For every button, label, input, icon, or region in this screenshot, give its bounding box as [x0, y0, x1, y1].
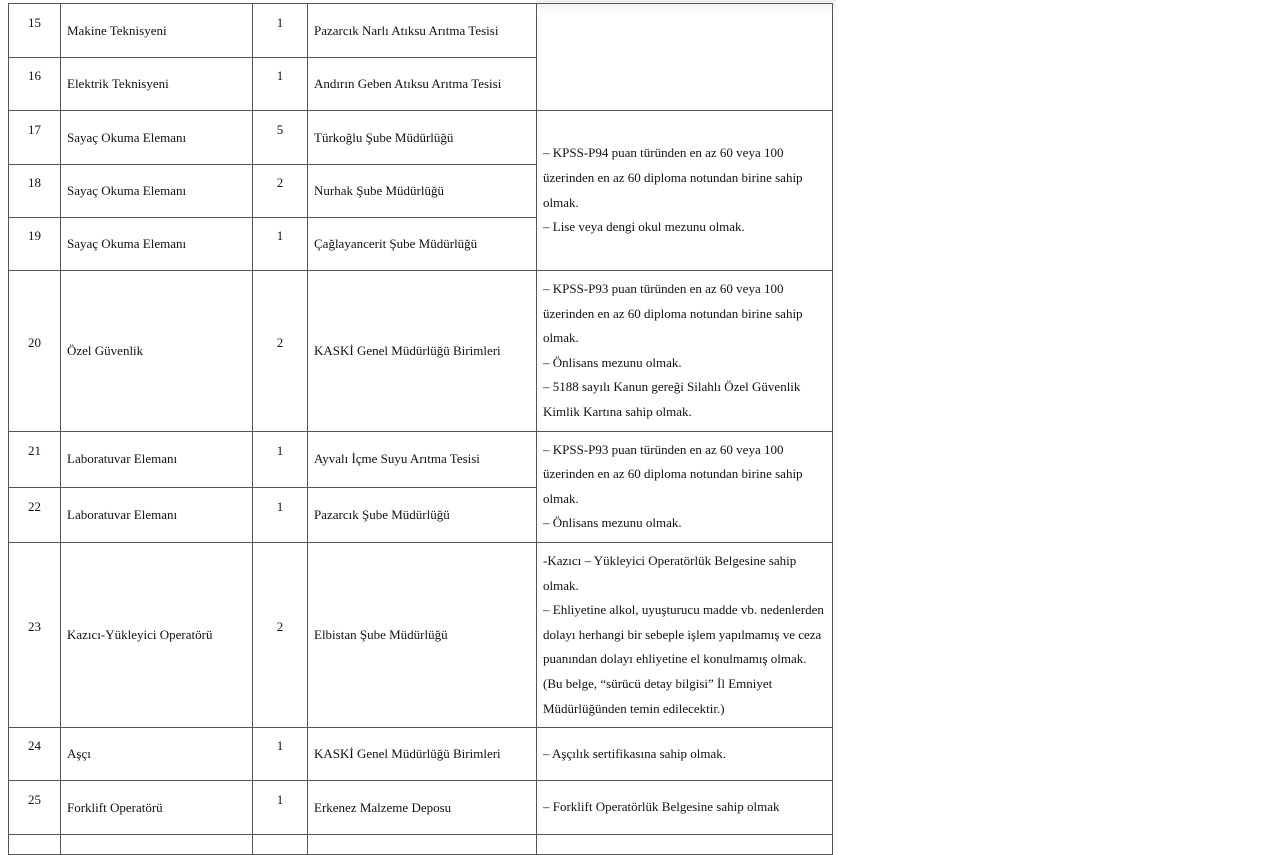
position-title: Özel Güvenlik [61, 271, 253, 432]
row-number: 25 [9, 781, 61, 835]
table-row [9, 271, 833, 432]
row-number: 16 [9, 58, 61, 111]
requirement-line: – Ehliyetine alkol, uyuşturucu madde vb. nedenlerden dolayı herhangi bir sebeple işlem yapılmamış ve ceza puanından dolayı ehliyetine el konulmamış olmak. [543, 602, 824, 667]
table-row [9, 431, 833, 487]
requirements-cell [537, 4, 833, 111]
requirement-line: -Kazıcı – Yükleyici Operatörlük Belgesine sahip olmak. [543, 552, 797, 593]
table-row [9, 781, 833, 835]
unit-name: Çağlayancerit Şube Müdürlüğü [308, 218, 537, 271]
empty-cell [308, 835, 537, 855]
requirement-line: (Bu belge, “sürücü detay bilgisi” İl Emniyet Müdürlüğünden temin edilecektir.) [543, 675, 773, 716]
unit-name: Pazarcık Narlı Atıksu Arıtma Tesisi [308, 4, 537, 58]
position-count: 1 [253, 728, 308, 781]
position-count: 1 [253, 781, 308, 835]
requirement-line: – 5188 sayılı Kanun gereği Silahlı Özel Güvenlik Kimlik Kartına sahip olmak. [543, 379, 801, 419]
position-count: 2 [253, 271, 308, 432]
row-number: 23 [9, 542, 61, 727]
table-row-partial [9, 835, 833, 855]
requirement-line: – Önlisans mezunu olmak. [543, 515, 682, 531]
requirements-cell [537, 111, 833, 271]
position-count: 2 [253, 165, 308, 218]
position-count: 1 [253, 218, 308, 271]
position-title: Sayaç Okuma Elemanı [61, 111, 253, 165]
requirements-cell [537, 271, 833, 432]
position-title: Elektrik Teknisyeni [61, 58, 253, 111]
position-title: Kazıcı-Yükleyici Operatörü [61, 542, 253, 727]
row-number: 21 [9, 431, 61, 487]
requirement-line: – KPSS-P93 puan türünden en az 60 veya 100 üzerinden en az 60 diploma notundan birine sahip olmak. [543, 441, 803, 506]
row-number: 22 [9, 487, 61, 542]
requirements-cell [537, 728, 833, 781]
unit-name: Erkenez Malzeme Deposu [308, 781, 537, 835]
unit-name: Pazarcık Şube Müdürlüğü [308, 487, 537, 542]
position-count: 1 [253, 58, 308, 111]
unit-name: Ayvalı İçme Suyu Arıtma Tesisi [308, 431, 537, 487]
empty-cell [61, 835, 253, 855]
position-title: Aşçı [61, 728, 253, 781]
requirements-cell [537, 781, 833, 835]
position-count: 2 [253, 542, 308, 727]
table-row [9, 542, 833, 727]
position-title: Sayaç Okuma Elemanı [61, 165, 253, 218]
requirement-line: – Lise veya dengi okul mezunu olmak. [543, 219, 745, 235]
row-number: 17 [9, 111, 61, 165]
row-number: 18 [9, 165, 61, 218]
unit-name: Nurhak Şube Müdürlüğü [308, 165, 537, 218]
requirements-cell [537, 542, 833, 727]
requirement-line: – Aşçılık sertifikasına sahip olmak. [543, 745, 727, 761]
unit-name: Andırın Geben Atıksu Arıtma Tesisi [308, 58, 537, 111]
table-row [9, 111, 833, 165]
row-number: 20 [9, 271, 61, 432]
unit-name: KASKİ Genel Müdürlüğü Birimleri [308, 728, 537, 781]
requirement-line: – Önlisans mezunu olmak. [543, 354, 682, 370]
position-count: 5 [253, 111, 308, 165]
requirement-line: – KPSS-P93 puan türünden en az 60 veya 100 üzerinden en az 60 diploma notundan birine sahip olmak. [543, 281, 803, 346]
position-title: Sayaç Okuma Elemanı [61, 218, 253, 271]
empty-cell [253, 835, 308, 855]
job-table [8, 3, 833, 855]
requirement-line: – Forklift Operatörlük Belgesine sahip olmak [543, 799, 780, 815]
position-count: 1 [253, 431, 308, 487]
unit-name: KASKİ Genel Müdürlüğü Birimleri [308, 271, 537, 432]
row-number: 15 [9, 4, 61, 58]
position-title: Laboratuvar Elemanı [61, 431, 253, 487]
position-count: 1 [253, 487, 308, 542]
table-row [9, 4, 833, 58]
unit-name: Türkoğlu Şube Müdürlüğü [308, 111, 537, 165]
table-row [9, 728, 833, 781]
requirement-line: – KPSS-P94 puan türünden en az 60 veya 100 üzerinden en az 60 diploma notundan birine sahip olmak. [543, 145, 803, 210]
row-number: 19 [9, 218, 61, 271]
position-count: 1 [253, 4, 308, 58]
position-title: Forklift Operatörü [61, 781, 253, 835]
unit-name: Elbistan Şube Müdürlüğü [308, 542, 537, 727]
position-title: Makine Teknisyeni [61, 4, 253, 58]
position-title: Laboratuvar Elemanı [61, 487, 253, 542]
empty-cell [9, 835, 61, 855]
requirements-cell [537, 431, 833, 542]
row-number: 24 [9, 728, 61, 781]
empty-cell [537, 835, 833, 855]
